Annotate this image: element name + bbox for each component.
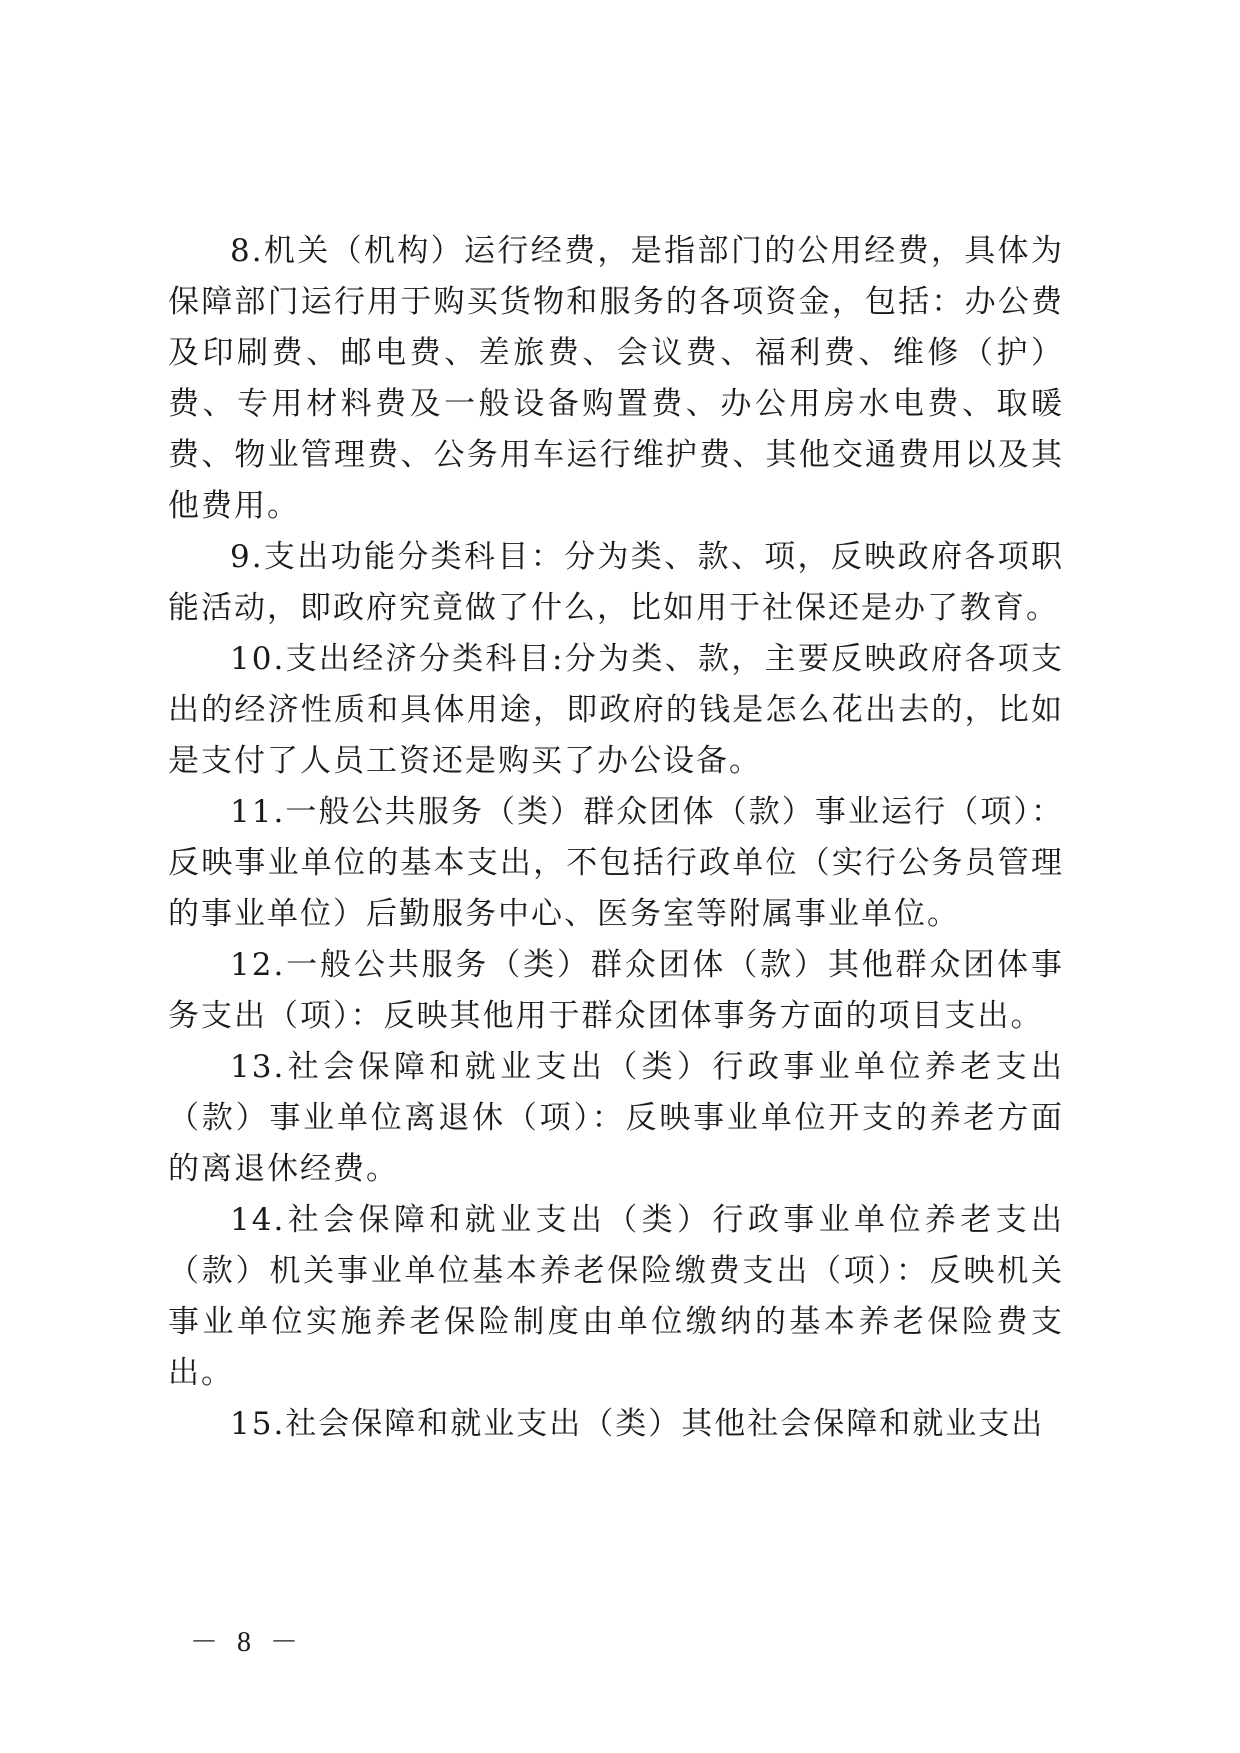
paragraph-item-9: 9.支出功能分类科目：分为类、款、项，反映政府各项职能活动，即政府究竟做了什么，比如用于社保还是办了教育。: [168, 539, 1064, 626]
paragraph-item-12: 12.一般公共服务（类）群众团体（款）其他群众团体事务支出（项）：反映其他用于群众团体事务方面的项目支出。: [168, 947, 1064, 1034]
paragraph-item-13: 13.社会保障和就业支出（类）行政事业单位养老支出（款）事业单位离退休（项）：反映事业单位开支的养老方面的离退休经费。: [168, 1049, 1064, 1187]
paragraph-item-14: 14.社会保障和就业支出（类）行政事业单位养老支出（款）机关事业单位基本养老保险缴费支出（项）：反映机关事业单位实施养老保险制度由单位缴纳的基本养老保险费支出。: [168, 1202, 1064, 1391]
paragraph-item-10: 10.支出经济分类科目:分为类、款，主要反映政府各项支出的经济性质和具体用途，即政府的钱是怎么花出去的，比如是支付了人员工资还是购买了办公设备。: [168, 641, 1064, 779]
page-number: － 8 －: [190, 1627, 305, 1658]
paragraph-item-15: 15.社会保障和就业支出（类）其他社会保障和就业支出: [230, 1406, 1045, 1442]
paragraph-item-8: 8.机关（机构）运行经费，是指部门的公用经费，具体为保障部门运行用于购买货物和服务的各项资金，包括：办公费及印刷费、邮电费、差旅费、会议费、福利费、维修（护）费、专用材料费及一般设备购置费、办公用房水电费、取暖费、物业管理费、公务用车运行维护费、其他交通费用以及其他费用。: [168, 233, 1064, 524]
paragraph-item-11: 11.一般公共服务（类）群众团体（款）事业运行（项）：反映事业单位的基本支出，不包括行政单位（实行公务员管理的事业单位）后勤服务中心、医务室等附属事业单位。: [168, 794, 1064, 932]
body-text: [168, 226, 1064, 1450]
